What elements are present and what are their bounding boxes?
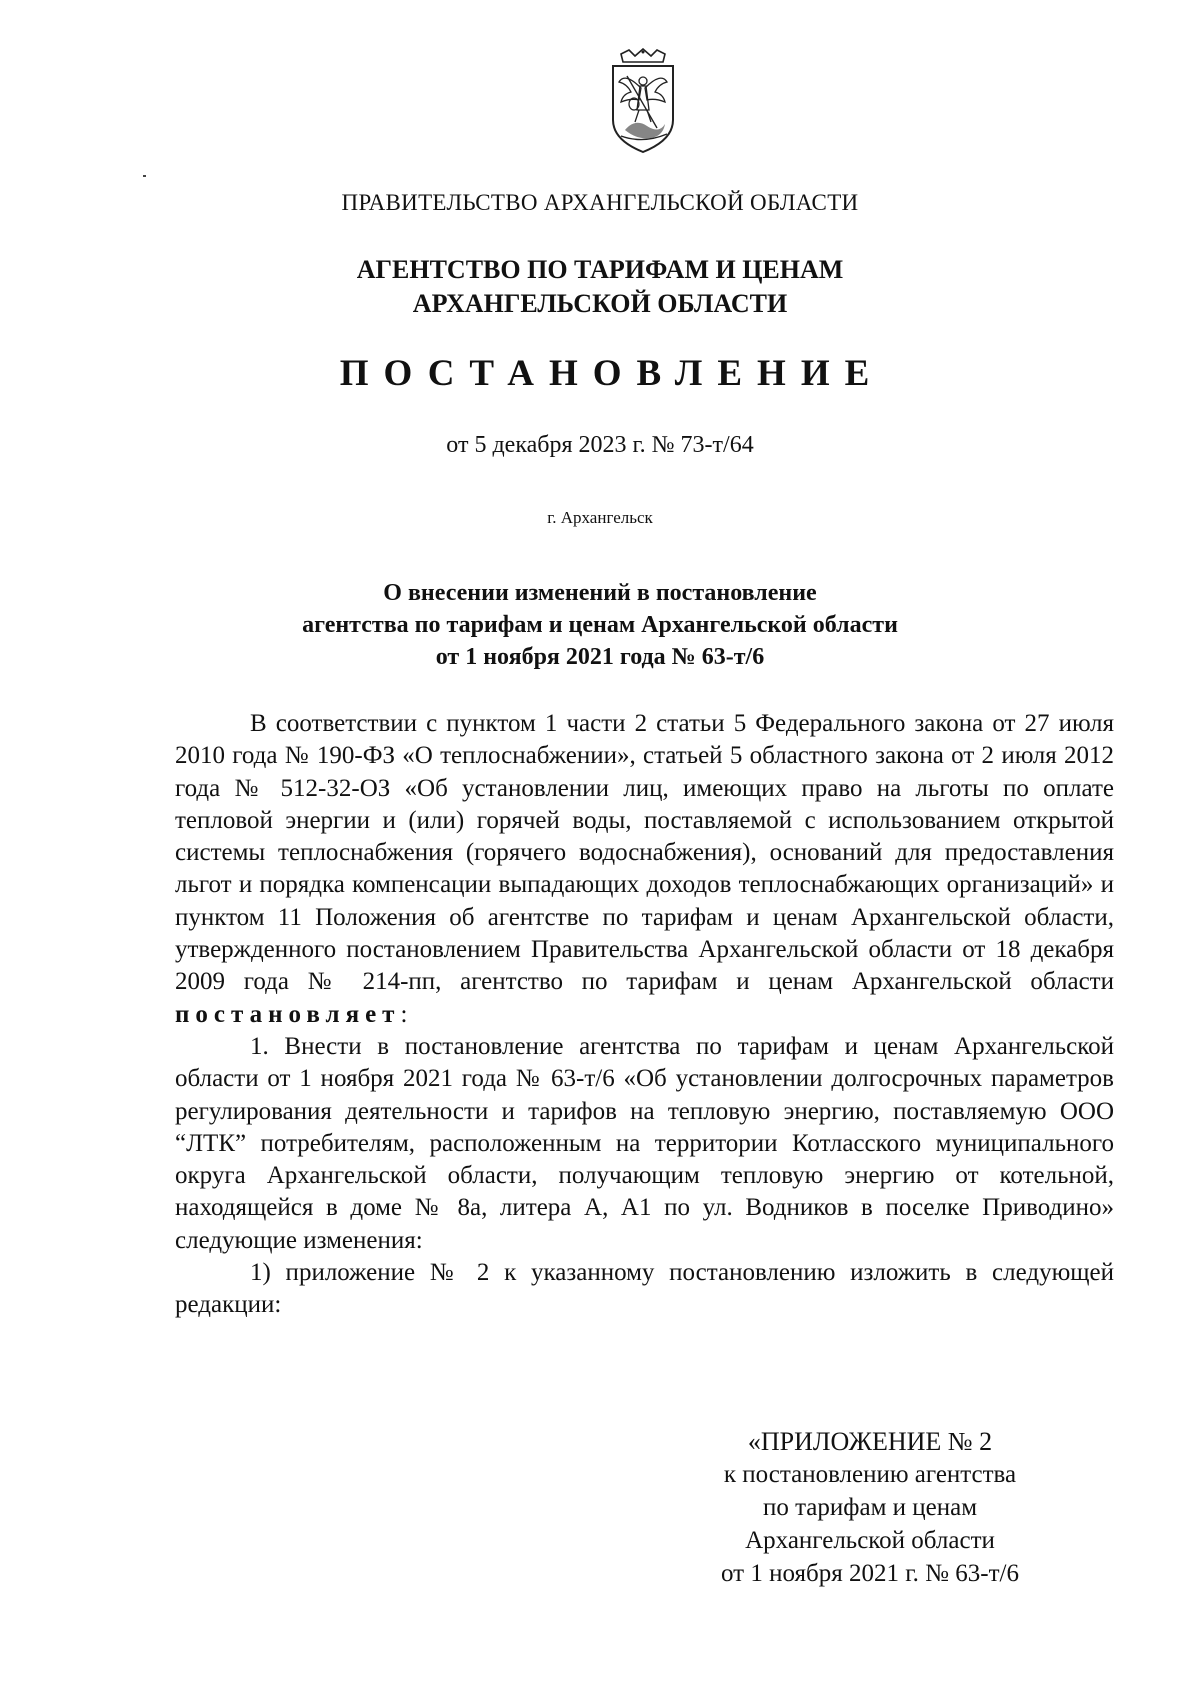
appendix-line1: «ПРИЛОЖЕНИЕ № 2 xyxy=(747,1427,993,1456)
document-type: ПОСТАНОВЛЕНИЕ xyxy=(339,353,885,394)
preamble-text: В соответствии с пунктом 1 части 2 статьи 5 Федерального закона от 27 июля 2010 года № 190-ФЗ «О теплоснабжении», статьей 5 областного закона от 2 июля 2012 года № 512-32-ОЗ «Об установлении лиц, имеющих право на льготы по оплате тепловой энергии и (или) горячей воды, поставляемой с использованием открытой системы теплоснабжения (горячего водоснабжения), оснований для предоставления льгот и порядка компенсации выпадающих доходов теплоснабжающих организаций» и пунктом 11 Положения об агентстве по тарифам и ценам Архангельской области, утвержденного постановлением Правительства Архангельской области от 18 декабря 2009 года № 214-пп, агентство по тарифам и ценам Архангельской области xyxy=(175,710,1114,996)
agency-name-line2: АРХАНГЕЛЬСКОЙ ОБЛАСТИ xyxy=(412,289,788,318)
title-line3: от 1 ноября 2021 года № 63-т/6 xyxy=(435,644,765,670)
document-city: г. Архангельск xyxy=(547,508,653,527)
appendix-line3: по тарифам и ценам xyxy=(762,1494,978,1521)
subclause-1-paragraph: 1) приложение № 2 к указанному постановлению изложить в следующей редакции: xyxy=(175,1259,1114,1319)
document-date-number: от 5 декабря 2023 г. № 73-т/64 xyxy=(446,432,754,458)
government-name: ПРАВИТЕЛЬСТВО АРХАНГЕЛЬСКОЙ ОБЛАСТИ xyxy=(341,190,859,215)
appendix-line2: к постановлению агентства xyxy=(723,1461,1017,1488)
appendix-heading xyxy=(680,1425,1060,1590)
appendix-line4: Архангельской области xyxy=(745,1527,995,1554)
agency-name xyxy=(0,253,1200,321)
title-line1: О внесении изменений в постановление xyxy=(383,580,817,606)
document-title xyxy=(0,577,1200,673)
agency-name-line1: АГЕНТСТВО ПО ТАРИФАМ И ЦЕНАМ xyxy=(356,255,844,284)
preamble-paragraph xyxy=(175,708,1114,1031)
scan-speck xyxy=(143,175,146,177)
coat-of-arms-icon xyxy=(607,48,680,156)
document-body xyxy=(175,708,1114,1322)
decree-word: постановляет xyxy=(175,1000,401,1028)
preamble-end: : xyxy=(400,1000,408,1028)
title-line2: агентства по тарифам и ценам Архангельской области xyxy=(302,612,898,638)
clause-1-paragraph: 1. Внести в постановление агентства по тарифам и ценам Архангельской области от 1 ноября 2021 года № 63-т/6 «Об установлении долгосрочных параметров регулирования деятельности и тарифов на тепловую энергию, поставляемую ООО “ЛТК” потребителям, расположенным на территории Котласского муниципального округа Архангельской области, получающим тепловую энергию от котельной, находящейся в доме № 8а, литера А, А1 по ул. Водников в поселке Приводино» следующие изменения: xyxy=(175,1032,1114,1254)
appendix-line5: от 1 ноября 2021 г. № 63-т/6 xyxy=(721,1560,1019,1587)
